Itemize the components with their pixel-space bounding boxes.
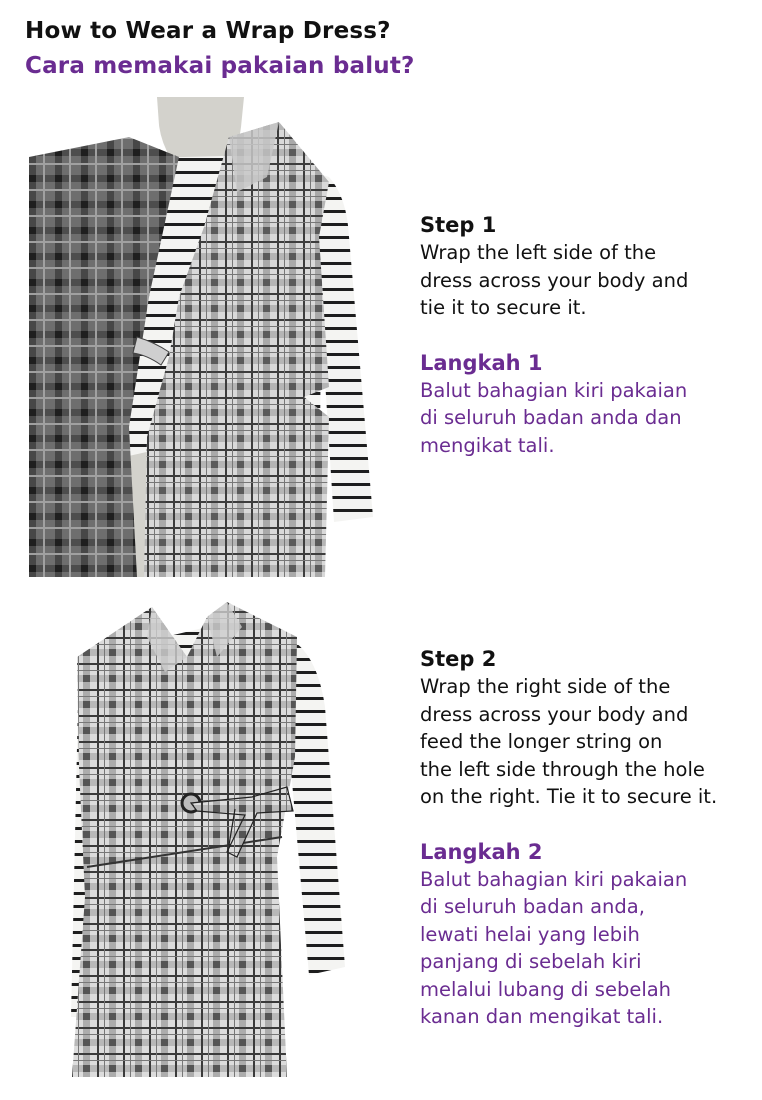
step-1-title: Step 1 (420, 213, 497, 237)
step-1-text: Wrap the left side of the dress across your body and tie it to secure it. (420, 241, 689, 319)
step-2-text: Wrap the right side of the dress across your body and feed the longer string on the left side through the hole on the right. Tie it to secure it. (420, 675, 718, 808)
page-subtitle: Cara memakai pakaian balut? (25, 53, 415, 79)
step-1-photo (29, 97, 375, 577)
step-2-title: Step 2 (420, 647, 497, 671)
step-2-instructions (420, 646, 750, 1031)
langkah-1-text: Balut bahagian kiri pakaian di seluruh badan anda dan mengikat tali. (420, 378, 688, 457)
step-2-photo (57, 597, 347, 1080)
langkah-1-title: Langkah 1 (420, 350, 543, 375)
langkah-2-title: Langkah 2 (420, 839, 543, 864)
langkah-2-text: Balut bahagian kiri pakaian di seluruh badan anda, lewati helai yang lebih panjang di sebelah kiri melalui lubang di sebelah kanan dan mengikat tali. (420, 867, 688, 1028)
step-1-instructions (420, 212, 750, 459)
page-title: How to Wear a Wrap Dress? (25, 18, 391, 44)
